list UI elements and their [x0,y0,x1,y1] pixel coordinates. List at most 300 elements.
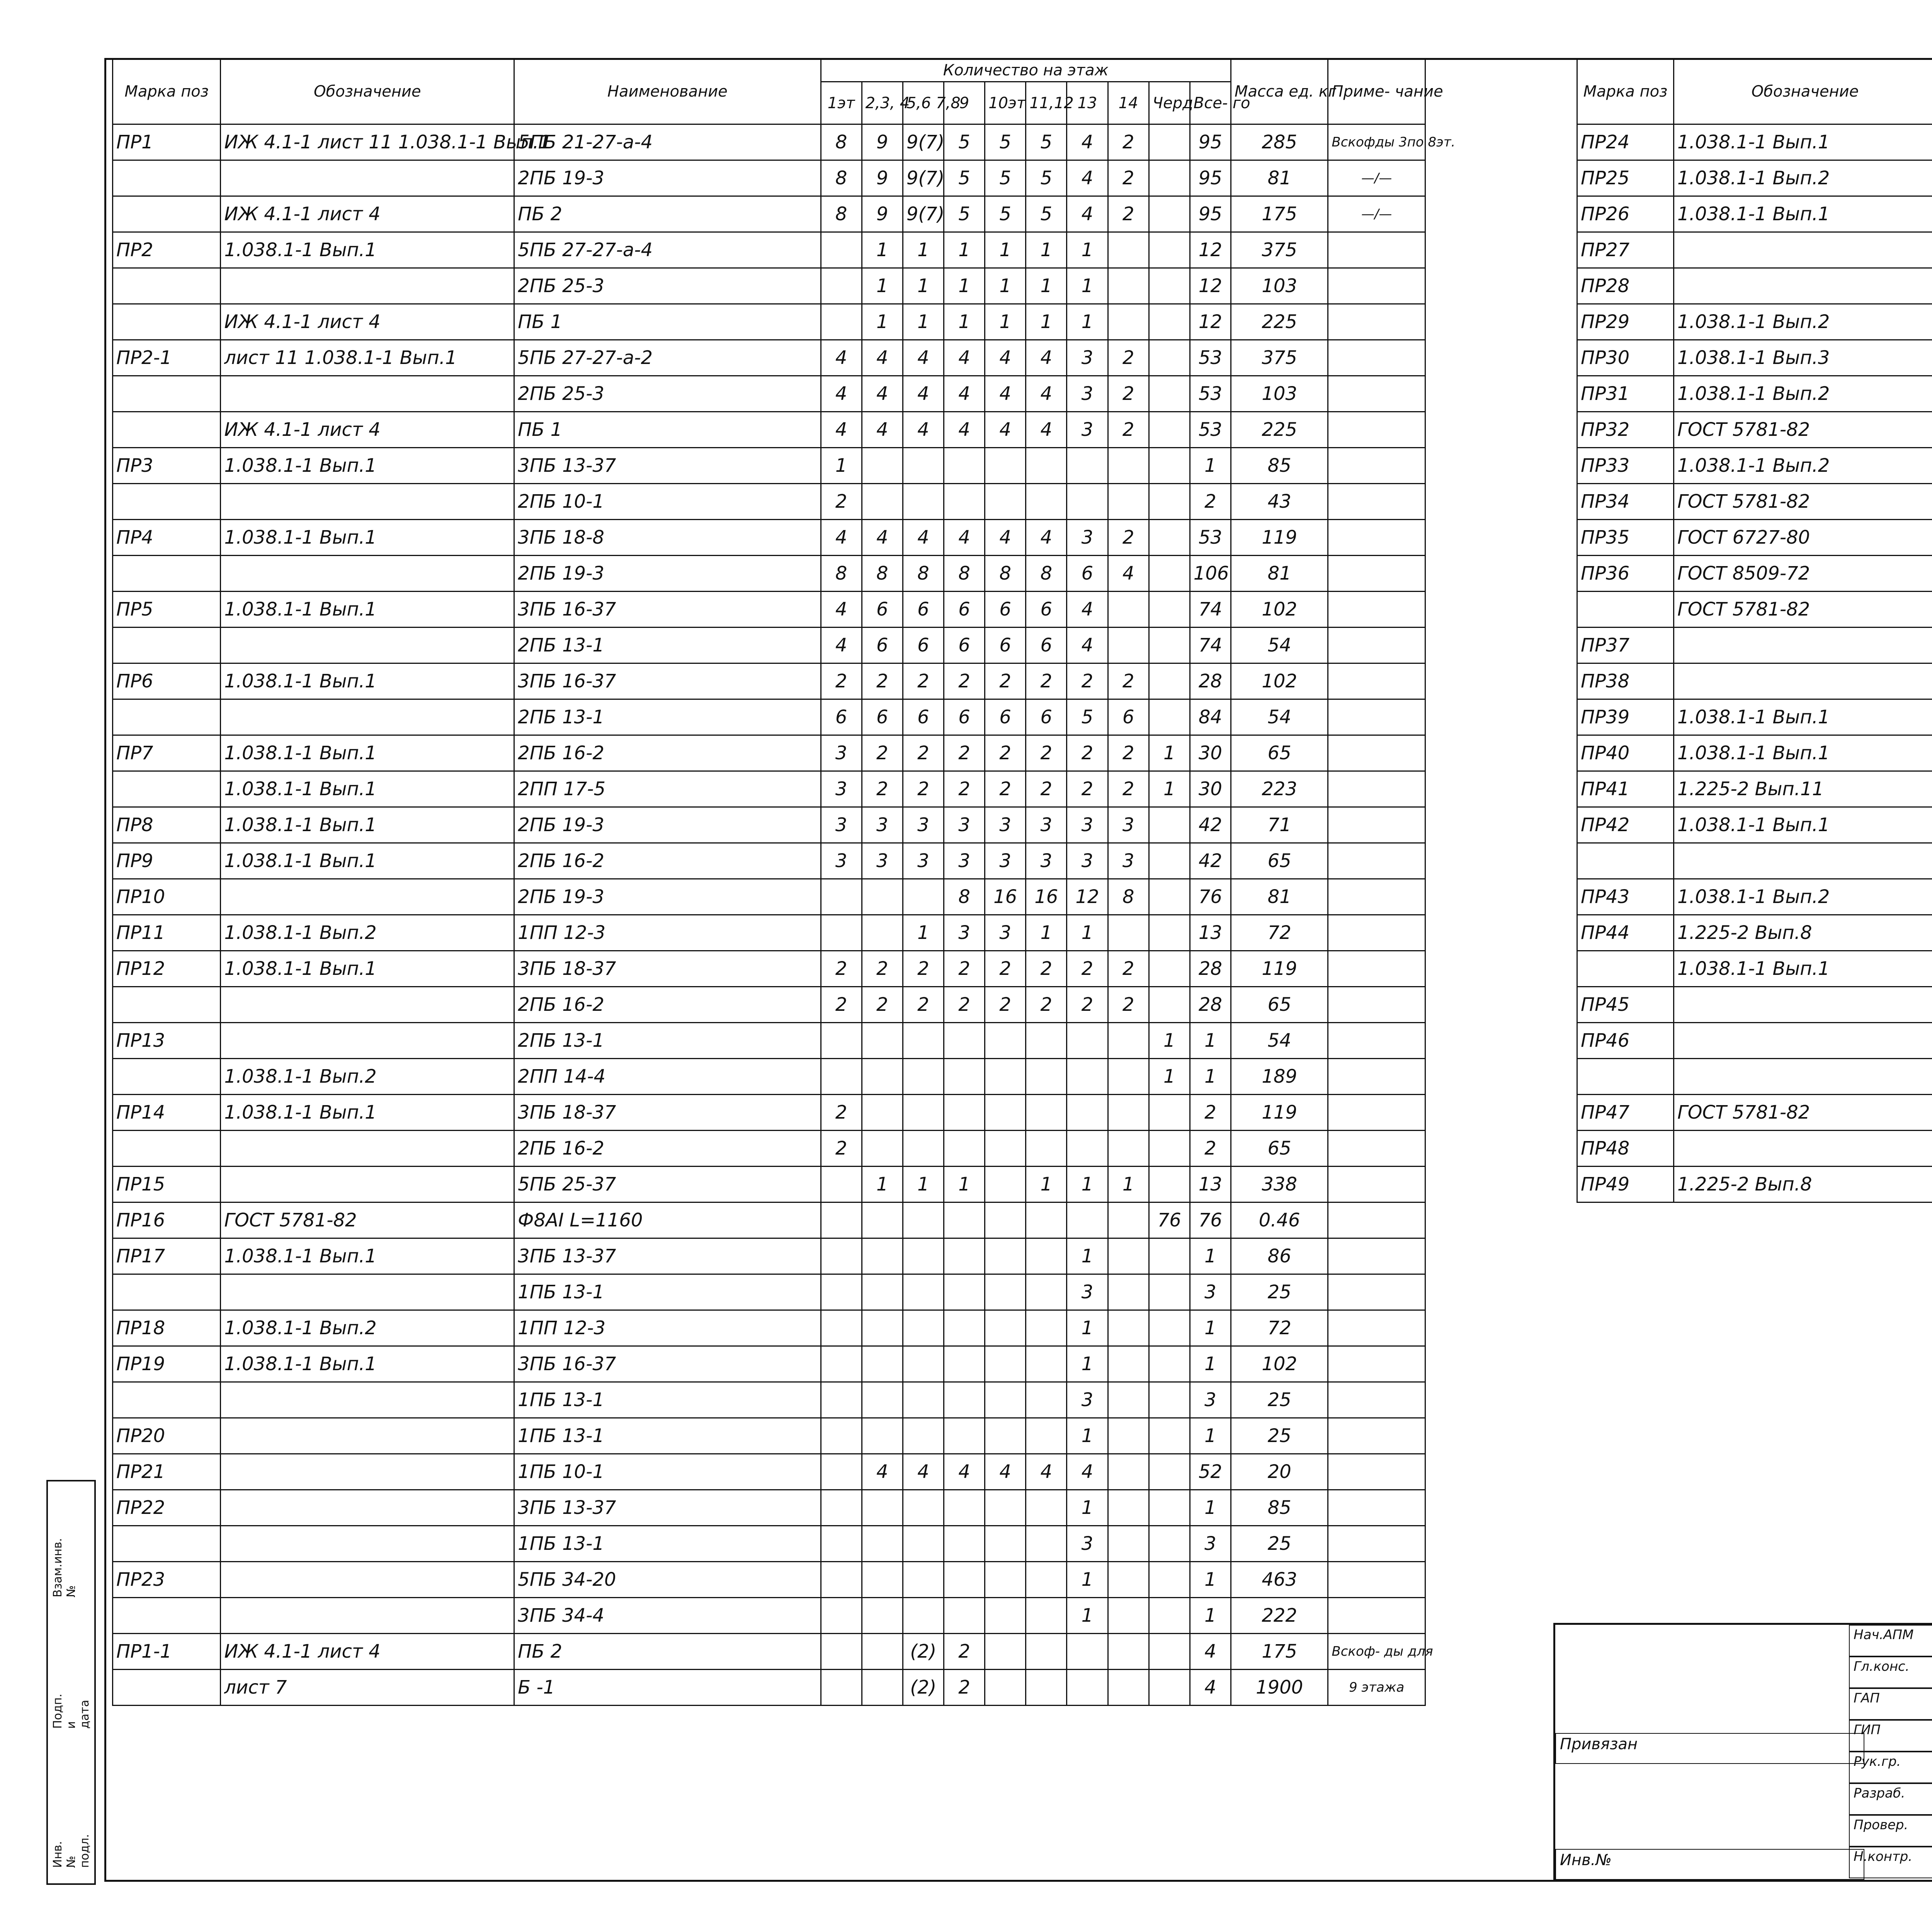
table-cell: 4 [1067,196,1108,232]
table-cell: ПР13 [113,1023,221,1059]
table-cell [1328,520,1425,556]
table-cell [1149,1095,1190,1131]
table-cell: 5 [1026,196,1067,232]
table-cell [903,1059,944,1095]
table-cell: 3 [944,915,985,951]
table-cell [113,160,221,196]
table-cell: 1 [1190,1023,1231,1059]
table-cell [1674,1023,1932,1059]
table-cell: 1 [903,268,944,304]
table-cell: 2 [903,735,944,771]
table-cell: 1.038.1-1 Вып.1 [1674,951,1932,987]
table-cell [1067,1670,1108,1706]
table-cell: 102 [1231,663,1328,699]
table-cell: ПР1 [113,124,221,160]
table-row [113,771,1425,807]
table-cell: ИЖ 4.1-1 лист 4 [221,196,514,232]
table-cell: 3 [1067,520,1108,556]
table-cell: 8 [985,556,1026,592]
table-cell: 1ПБ 13-1 [514,1274,821,1310]
left-spec-table [112,58,1456,1706]
table-cell [1149,843,1190,879]
table-cell: 4 [1108,556,1149,592]
table-cell [944,1131,985,1167]
table-cell [1149,448,1190,484]
table-cell: ПБ 2 [514,1634,821,1670]
table-cell [1026,1526,1067,1562]
table-cell: 1.038.1-1 Вып.1 [221,592,514,628]
table-cell: ПР44 [1577,915,1674,951]
table-cell [1328,1346,1425,1382]
table-cell: 9(7) [903,196,944,232]
table-cell [1026,484,1067,520]
table-cell: 2ПБ 19-3 [514,556,821,592]
table-cell: 6 [944,628,985,663]
role-label: ГИП [1849,1720,1932,1752]
table-cell [113,268,221,304]
table-cell: 1 [985,268,1026,304]
table-cell: 1 [1067,1598,1108,1634]
table-cell [1149,915,1190,951]
table-row [1577,592,1932,628]
table-cell [903,448,944,484]
table-cell: 2ПП 14-4 [514,1059,821,1095]
table-cell [1026,1310,1067,1346]
table-cell [1026,1418,1067,1454]
table-cell: 53 [1190,412,1231,448]
table-cell: ПР2-1 [113,340,221,376]
table-cell: 1.038.1-1 Вып.2 [1674,160,1932,196]
table-cell: ПР8 [113,807,221,843]
table-cell [1328,807,1425,843]
table-cell [862,879,903,915]
table-cell [1108,1202,1149,1238]
table-cell [1108,484,1149,520]
table-cell: 2 [903,951,944,987]
role-label: Нач.АПМ [1849,1625,1932,1656]
table-cell: 375 [1231,340,1328,376]
table-cell [1328,735,1425,771]
table-row [113,268,1425,304]
table-cell: 1.038.1-1 Вып.2 [221,1059,514,1095]
table-cell: 53 [1190,520,1231,556]
table-cell: 65 [1231,987,1328,1023]
table-cell [1108,628,1149,663]
table-cell: 3 [1067,1274,1108,1310]
table-cell [821,1310,862,1346]
table-cell [221,1382,514,1418]
table-cell [1108,1023,1149,1059]
table-cell [1108,268,1149,304]
table-cell: 28 [1190,663,1231,699]
table-cell: 1 [1149,1059,1190,1095]
table-cell [944,1202,985,1238]
table-cell [1108,304,1149,340]
table-cell: 4 [985,520,1026,556]
table-row [113,1095,1425,1131]
col-designation: Обозначение [221,59,514,124]
table-cell [1108,1274,1149,1310]
table-cell: 3 [903,807,944,843]
table-cell: 85 [1231,1490,1328,1526]
table-cell: 1 [1067,268,1108,304]
table-cell [862,1526,903,1562]
table-cell: 2ПБ 16-2 [514,987,821,1023]
table-cell: 2 [1067,735,1108,771]
col-name: Наименование [514,59,821,124]
table-cell: 6 [1026,592,1067,628]
table-cell: 42 [1190,807,1231,843]
table-cell: 0.46 [1231,1202,1328,1238]
table-row [1577,1131,1932,1167]
table-cell [821,268,862,304]
table-row [113,304,1425,340]
table-cell [1149,1131,1190,1167]
table-cell: 2ПБ 25-3 [514,268,821,304]
table-cell: ПР25 [1577,160,1674,196]
table-cell [1577,843,1674,879]
table-cell: 1.038.1-1 Вып.2 [221,915,514,951]
table-cell: 2 [862,735,903,771]
table-cell: 1 [1190,1238,1231,1274]
table-cell: 5 [985,124,1026,160]
title-block [1553,1623,1932,1882]
table-cell: 225 [1231,412,1328,448]
table-cell: 8 [1026,556,1067,592]
table-cell [113,412,221,448]
table-cell: 81 [1231,160,1328,196]
table-cell: 5ПБ 27-27-а-2 [514,340,821,376]
table-cell: ПР39 [1577,699,1674,735]
table-cell: 3 [1067,1382,1108,1418]
table-cell [1328,1202,1425,1238]
table-cell [1026,1670,1067,1706]
table-cell: 74 [1190,628,1231,663]
table-cell [1149,484,1190,520]
table-cell [821,1238,862,1274]
table-cell [113,1059,221,1095]
table-cell: 3ПБ 18-8 [514,520,821,556]
table-cell: 6 [862,592,903,628]
table-cell [944,1526,985,1562]
table-cell [1149,160,1190,196]
table-cell [221,1167,514,1202]
table-row [113,843,1425,879]
table-cell: 1 [1067,232,1108,268]
table-row [1577,376,1932,412]
table-cell [1328,484,1425,520]
table-cell: 4 [1026,1454,1067,1490]
table-cell: —/— [1328,196,1425,232]
table-cell: ПР43 [1577,879,1674,915]
table-cell: 1 [1190,1598,1231,1634]
table-cell [113,1382,221,1418]
table-cell: ПР20 [113,1418,221,1454]
table-cell: 6 [985,592,1026,628]
table-cell: 2 [821,987,862,1023]
table-cell [862,1274,903,1310]
table-row [1577,160,1932,196]
table-cell [113,376,221,412]
table-cell [1328,1562,1425,1598]
table-cell [862,1634,903,1670]
table-cell: 2 [1108,340,1149,376]
table-cell [1149,232,1190,268]
table-cell: 2 [1067,951,1108,987]
table-cell [1108,1634,1149,1670]
table-row [113,807,1425,843]
table-cell [1328,915,1425,951]
table-row [1577,232,1932,268]
table-cell: 1.038.1-1 Вып.3 [1674,340,1932,376]
table-cell: 1 [1149,1023,1190,1059]
table-cell [821,1274,862,1310]
floor-col-header: 10эт [985,82,1026,124]
table-cell: 1.038.1-1 Вып.1 [221,771,514,807]
table-cell: 2 [944,735,985,771]
table-cell: 54 [1231,628,1328,663]
table-cell: 53 [1190,376,1231,412]
role-label: Гл.конс. [1849,1656,1932,1688]
table-cell [1026,1634,1067,1670]
table-cell: 3 [1190,1526,1231,1562]
table-row [1577,556,1932,592]
table-cell: ПР14 [113,1095,221,1131]
table-cell: 3 [985,843,1026,879]
table-cell: 5 [944,160,985,196]
table-cell: 2ПБ 19-3 [514,807,821,843]
table-row [113,484,1425,520]
table-cell: 8 [821,556,862,592]
table-cell: 54 [1231,699,1328,735]
table-cell: 3ПБ 34-4 [514,1598,821,1634]
table-cell [221,1454,514,1490]
table-cell: 2 [1108,520,1149,556]
table-cell: 8 [903,556,944,592]
table-cell: 2ПП 17-5 [514,771,821,807]
table-cell [985,1167,1026,1202]
table-cell: 9 этажа [1328,1670,1425,1706]
table-cell: ПР10 [113,879,221,915]
table-cell: 1 [1190,1059,1231,1095]
table-cell: 25 [1231,1382,1328,1418]
table-cell: ПБ 1 [514,412,821,448]
table-cell: 1 [903,1167,944,1202]
table-cell: 189 [1231,1059,1328,1095]
table-row [113,1202,1425,1238]
table-cell: 1 [944,1167,985,1202]
table-cell [1108,592,1149,628]
table-row [113,1634,1425,1670]
table-cell: лист 7 [221,1670,514,1706]
table-cell [903,484,944,520]
table-cell [985,1059,1026,1095]
table-cell: 3 [1190,1382,1231,1418]
table-cell [862,1023,903,1059]
table-cell: 1 [1067,915,1108,951]
table-cell [1108,1059,1149,1095]
table-cell: 463 [1231,1562,1328,1598]
table-cell: 1ПП 12-3 [514,1310,821,1346]
table-cell: 3 [1067,1526,1108,1562]
table-cell: ГОСТ 8509-72 [1674,556,1932,592]
table-row [113,1562,1425,1598]
table-cell: Б -1 [514,1670,821,1706]
table-cell [113,484,221,520]
table-row [113,699,1425,735]
table-row [113,340,1425,376]
table-cell: 6 [985,699,1026,735]
table-cell: 95 [1190,124,1231,160]
table-cell: 4 [903,376,944,412]
table-cell [1328,1310,1425,1346]
table-cell: 1 [1026,304,1067,340]
table-cell [903,1202,944,1238]
table-row [1577,484,1932,520]
table-cell: 2 [903,771,944,807]
table-cell: 1 [862,232,903,268]
table-cell [862,1131,903,1167]
table-cell: 30 [1190,735,1231,771]
table-cell: 4 [1026,520,1067,556]
table-cell [1328,951,1425,987]
table-row [1577,879,1932,915]
table-cell: 1 [985,232,1026,268]
table-cell: 3 [862,843,903,879]
table-row [1577,340,1932,376]
table-row [113,1418,1425,1454]
table-cell [1577,1059,1674,1095]
table-cell: 4 [862,340,903,376]
table-cell: 1.038.1-1 Вып.1 [221,520,514,556]
table-cell: 1 [1026,268,1067,304]
table-cell [1067,1202,1108,1238]
table-cell [821,1454,862,1490]
table-cell: 3ПБ 13-37 [514,448,821,484]
table-cell: 1 [1190,1346,1231,1382]
table-cell [985,1382,1026,1418]
table-cell [221,1598,514,1634]
table-row [113,232,1425,268]
table-cell: 3 [1067,843,1108,879]
table-cell: 12 [1190,268,1231,304]
table-row [1577,771,1932,807]
table-cell: 5 [944,196,985,232]
table-cell: 3ПБ 18-37 [514,1095,821,1131]
table-cell [113,1274,221,1310]
table-cell: 42 [1190,843,1231,879]
table-cell [1108,1670,1149,1706]
table-row [1577,1095,1932,1131]
table-cell [821,1598,862,1634]
role-label: Н.контр. [1849,1847,1932,1878]
table-row [113,1598,1425,1634]
table-cell: 1.038.1-1 Вып.1 [221,807,514,843]
table-row [113,1238,1425,1274]
table-cell: 6 [944,592,985,628]
col-mark: Марка поз [113,59,221,124]
table-row [113,124,1425,160]
table-cell: 30 [1190,771,1231,807]
table-cell: 5ПБ 34-20 [514,1562,821,1598]
table-cell [944,484,985,520]
table-cell: 9 [862,160,903,196]
table-cell: 2 [903,987,944,1023]
table-cell: 76 [1190,1202,1231,1238]
table-cell [1674,268,1932,304]
table-cell: 103 [1231,376,1328,412]
table-row [113,1023,1425,1059]
table-cell [821,879,862,915]
table-cell [1674,628,1932,663]
table-cell: 5ПБ 21-27-а-4 [514,124,821,160]
table-cell: 3 [903,843,944,879]
table-cell [944,1490,985,1526]
table-cell [113,987,221,1023]
table-cell [862,1418,903,1454]
table-cell [985,1238,1026,1274]
table-cell: 28 [1190,987,1231,1023]
table-cell: 2ПБ 13-1 [514,628,821,663]
table-cell: 1 [944,232,985,268]
table-cell: 2 [1026,771,1067,807]
table-row [113,1382,1425,1418]
table-cell [821,1202,862,1238]
table-cell [944,1562,985,1598]
table-cell: 4 [903,340,944,376]
table-cell: 76 [1190,879,1231,915]
table-cell [821,232,862,268]
table-cell [1149,520,1190,556]
table-cell: 1 [1067,1238,1108,1274]
table-cell: 16 [985,879,1026,915]
table-cell [1149,1598,1190,1634]
table-cell [903,1526,944,1562]
table-cell [1108,1095,1149,1131]
table-cell: 95 [1190,196,1231,232]
table-cell: 25 [1231,1274,1328,1310]
table-cell: 2 [1108,160,1149,196]
table-row [113,376,1425,412]
table-cell: 1ПБ 13-1 [514,1382,821,1418]
table-cell: 1.038.1-1 Вып.1 [221,951,514,987]
table-row [113,1274,1425,1310]
floor-col-header: Черд [1149,82,1190,124]
table-cell [903,1095,944,1131]
side-stamp [46,1480,96,1885]
table-cell: ПР47 [1577,1095,1674,1131]
table-cell: 119 [1231,520,1328,556]
table-cell: 85 [1231,448,1328,484]
table-cell: 95 [1190,160,1231,196]
table-cell: ГОСТ 5781-82 [1674,484,1932,520]
table-cell: ПР12 [113,951,221,987]
table-cell: 4 [985,412,1026,448]
floor-col-header: 11,12 [1026,82,1067,124]
table-cell: 1 [903,232,944,268]
table-cell [1328,1167,1425,1202]
table-cell: 2 [1067,771,1108,807]
rcol-designation: Обозначение [1674,59,1932,124]
table-cell: 3ПБ 16-37 [514,592,821,628]
table-cell [1328,1274,1425,1310]
table-cell [113,628,221,663]
role-label: Рук.гр. [1849,1752,1932,1783]
table-cell: 2 [821,484,862,520]
table-cell [903,1274,944,1310]
table-cell [985,1598,1026,1634]
table-cell: 1 [1067,304,1108,340]
